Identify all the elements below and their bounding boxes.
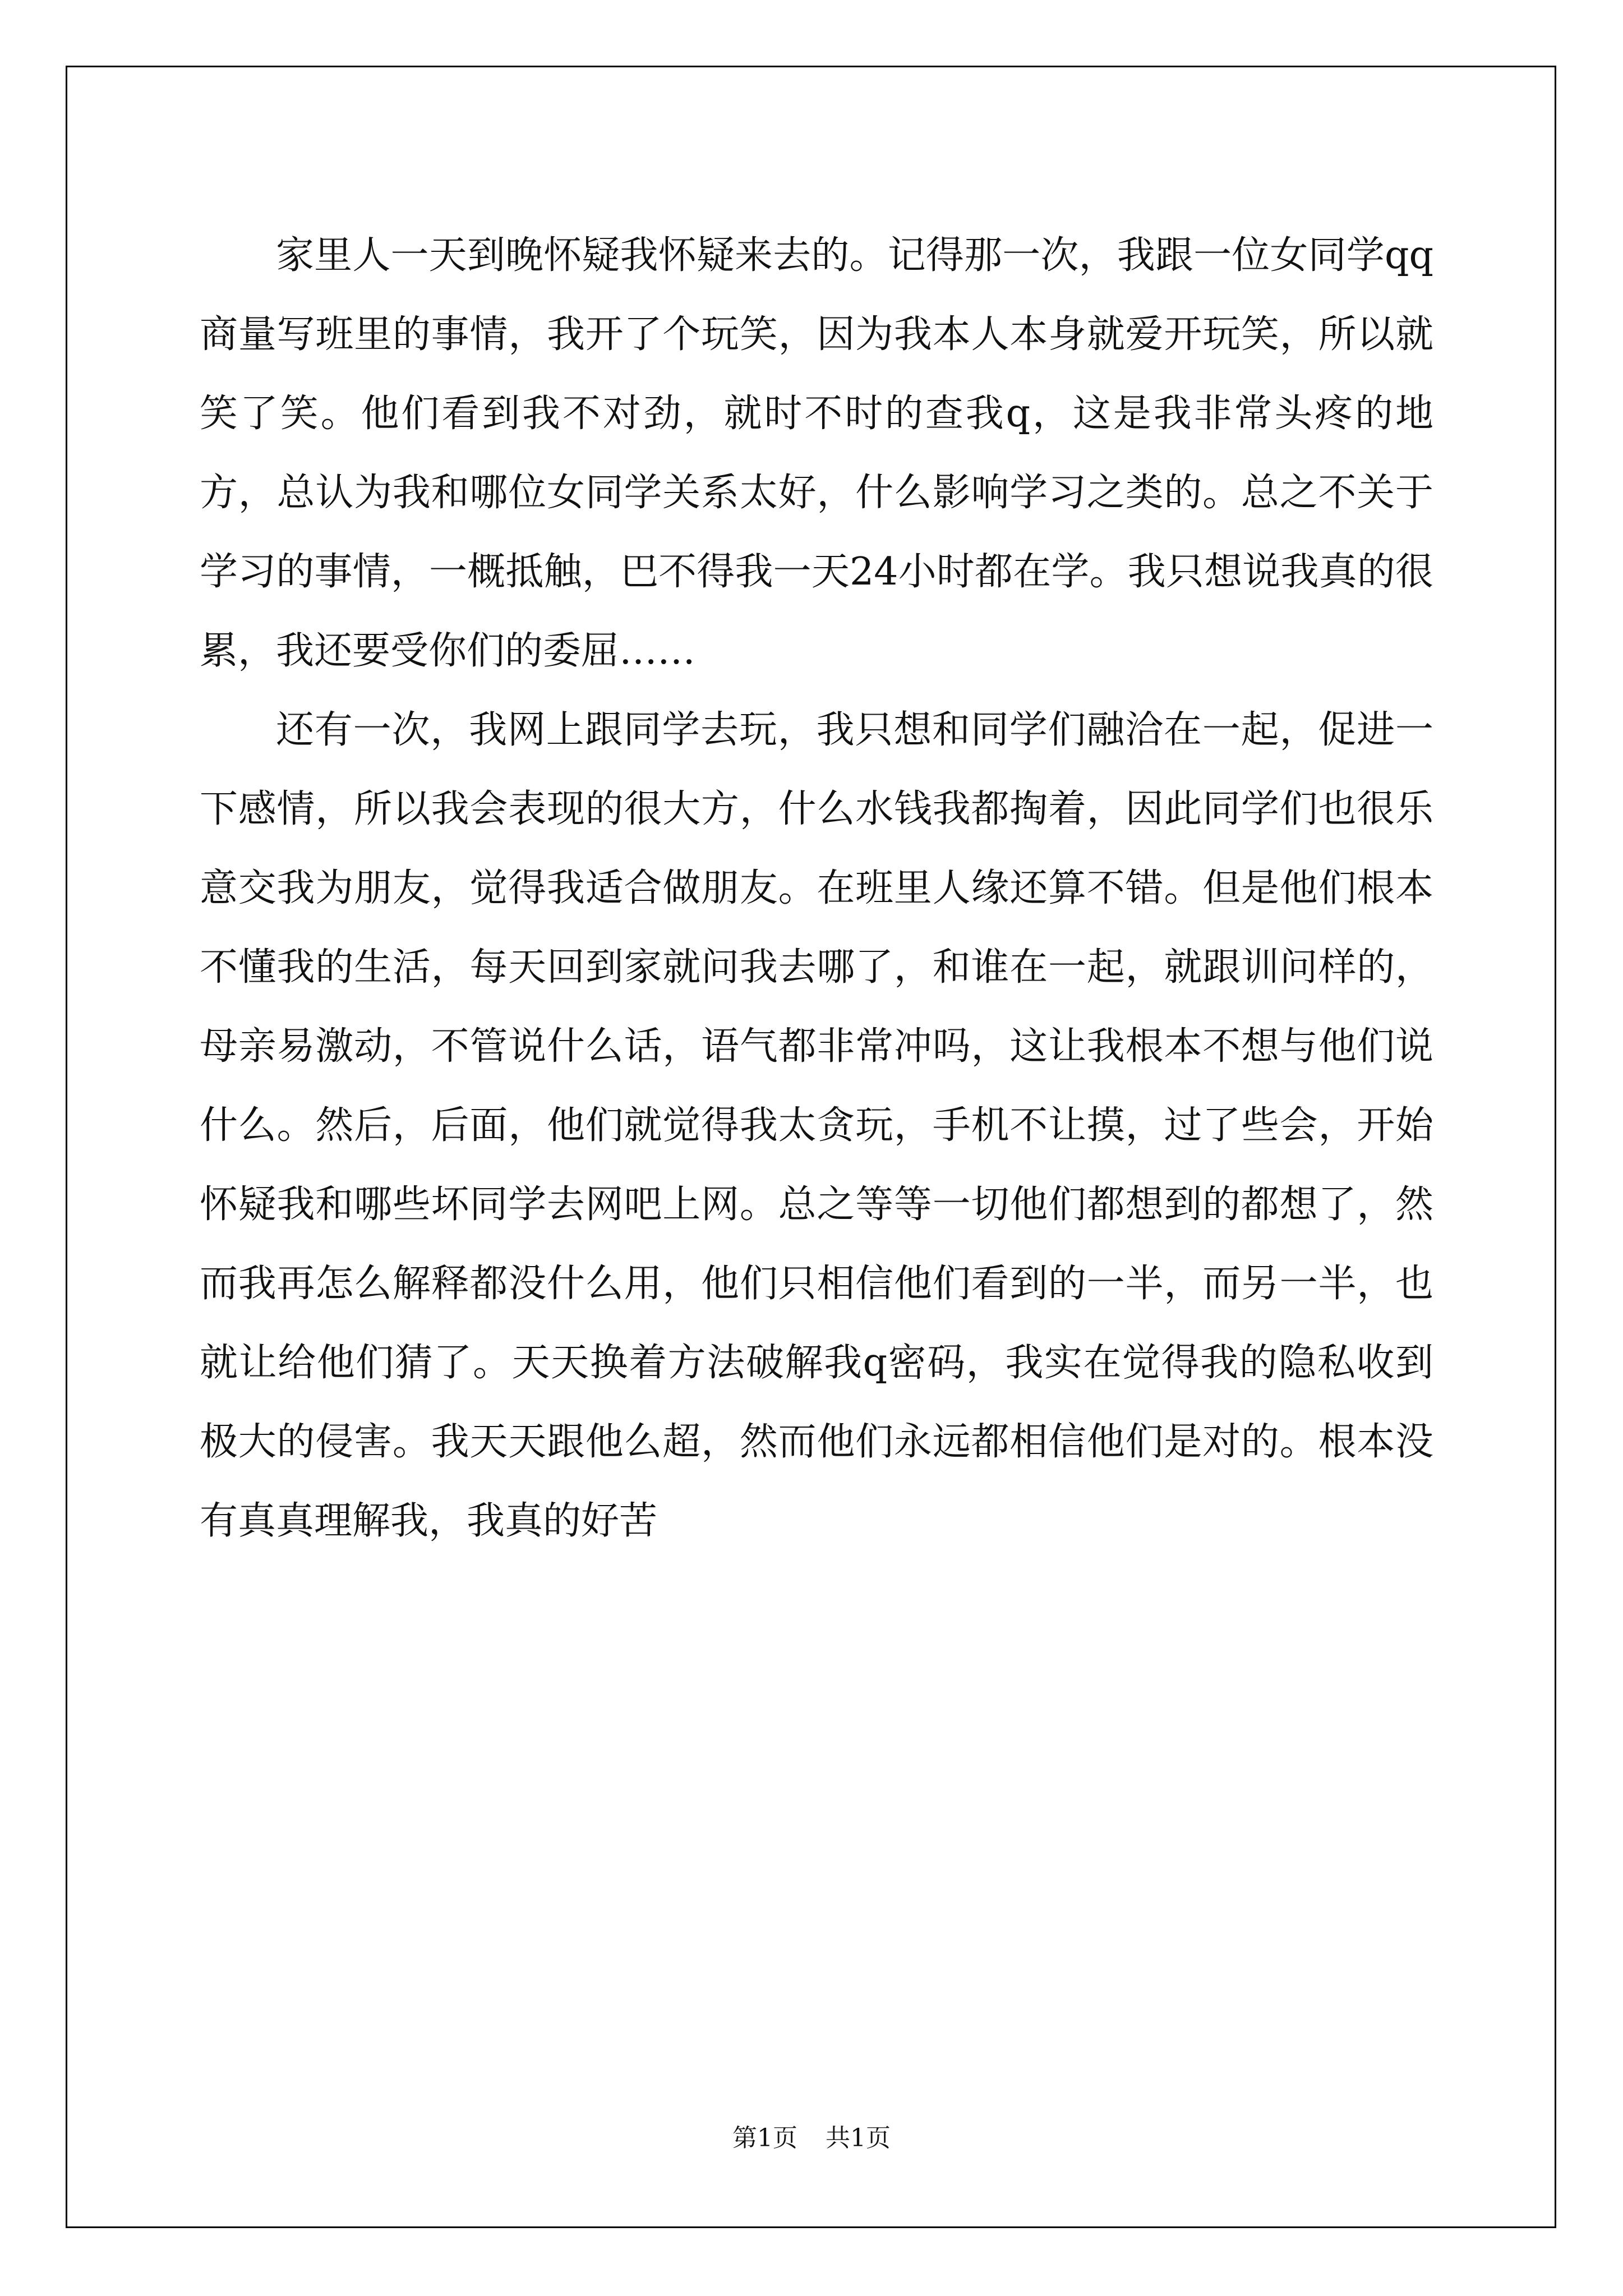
document-body bbox=[200, 216, 1433, 1561]
page-number-total: 共1页 bbox=[826, 2124, 891, 2152]
paragraph-1: 家里人一天到晚怀疑我怀疑来去的。记得那一次，我跟一位女同学qq商量写班里的事情，我开了个玩笑，因为我本人本身就爱开玩笑，所以就笑了笑。他们看到我不对劲，就时不时的查我q，这是我非常头疼的地方，总认为我和哪位女同学关系太好，什么影响学习之类的。总之不关于学习的事情，一概抵触，巴不得我一天24小时都在学。我只想说我真的很累，我还要受你们的委屈…… bbox=[200, 233, 1433, 673]
page-number-current: 第1页 bbox=[732, 2124, 797, 2152]
page-footer bbox=[0, 2122, 1623, 2155]
paragraph-2: 还有一次，我网上跟同学去玩，我只想和同学们融洽在一起，促进一下感情，所以我会表现的很大方，什么水钱我都掏着，因此同学们也很乐意交我为朋友，觉得我适合做朋友。在班里人缘还算不错。但是他们根本不懂我的生活，每天回到家就问我去哪了，和谁在一起，就跟训问样的，母亲易激动，不管说什么话，语气都非常冲吗，这让我根本不想与他们说什么。然后，后面，他们就觉得我太贪玩，手机不让摸，过了些会，开始怀疑我和哪些坏同学去网吧上网。总之等等一切他们都想到的都想了，然而我再怎么解释都没什么用，他们只相信他们看到的一半，而另一半，也就让给他们猜了。天天换着方法破解我q密码，我实在觉得我的隐私收到极大的侵害。我天天跟他么超，然而他们永远都相信他们是对的。根本没有真真理解我，我真的好苦 bbox=[200, 708, 1433, 1543]
